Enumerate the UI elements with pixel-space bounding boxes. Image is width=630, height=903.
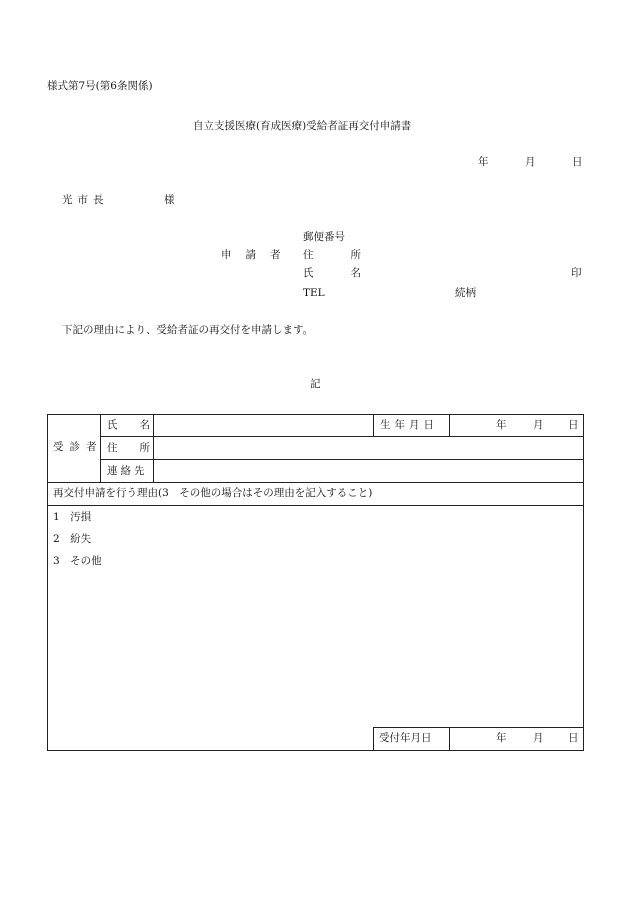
row-divider [100,459,584,460]
addressee-name: 光市長 [62,194,109,206]
postal-code-label: 郵便番号 [303,231,345,243]
row-divider [100,436,584,437]
date-year-label: 年 [478,156,489,168]
patient-address-label: 住所 [107,442,172,454]
row-divider [373,727,584,728]
column-divider [373,727,374,750]
row-divider [47,505,584,506]
birth-day-label: 日 [568,419,579,431]
patient-contact-field[interactable] [154,461,583,482]
reason-header: 再交付申請を行う理由(3 その他の場合はその理由を記入すること) [53,487,373,499]
patient-address-field[interactable] [154,438,583,459]
patient-contact-label: 連絡先 [107,465,148,477]
applicant-label: 申請者 [221,249,295,261]
date-month-label: 月 [525,156,536,168]
patient-name-label: 氏名 [107,419,172,431]
form-number: 様式第7号(第6条関係) [47,80,153,92]
reason-option-soiled[interactable]: 1 汚損 [53,511,92,523]
birth-date-label: 生年月日 [380,419,438,431]
column-divider [373,414,374,437]
tel-label: TEL [303,287,325,299]
received-month-label: 月 [533,732,544,744]
application-statement: 下記の理由により、受給者証の再交付を申請します。 [62,324,314,336]
seal-mark: 印 [571,267,582,279]
reason-option-lost[interactable]: 2 紛失 [53,533,92,545]
addressee-honorific: 様 [164,194,175,206]
patient-name-field[interactable] [154,415,373,436]
document-title: 自立支援医療(育成医療)受給者証再交付申請書 [193,120,412,132]
received-day-label: 日 [568,732,579,744]
reason-option-other[interactable]: 3 その他 [53,555,102,567]
row-divider [47,482,584,483]
ki-heading: 記 [310,378,321,390]
birth-month-label: 月 [533,419,544,431]
applicant-address-label: 住所 [303,249,398,261]
table-border-right [583,414,584,751]
date-day-label: 日 [572,156,583,168]
received-date-label: 受付年月日 [379,732,432,744]
applicant-name-label: 氏名 [303,267,398,279]
birth-year-label: 年 [496,419,507,431]
received-year-label: 年 [496,732,507,744]
column-divider [449,727,450,750]
relation-label: 続柄 [455,287,476,299]
column-divider [449,414,450,437]
patient-label: 受診者 [53,441,103,453]
table-border-left [47,414,48,751]
table-border-bottom [47,750,584,751]
application-table [47,414,584,751]
